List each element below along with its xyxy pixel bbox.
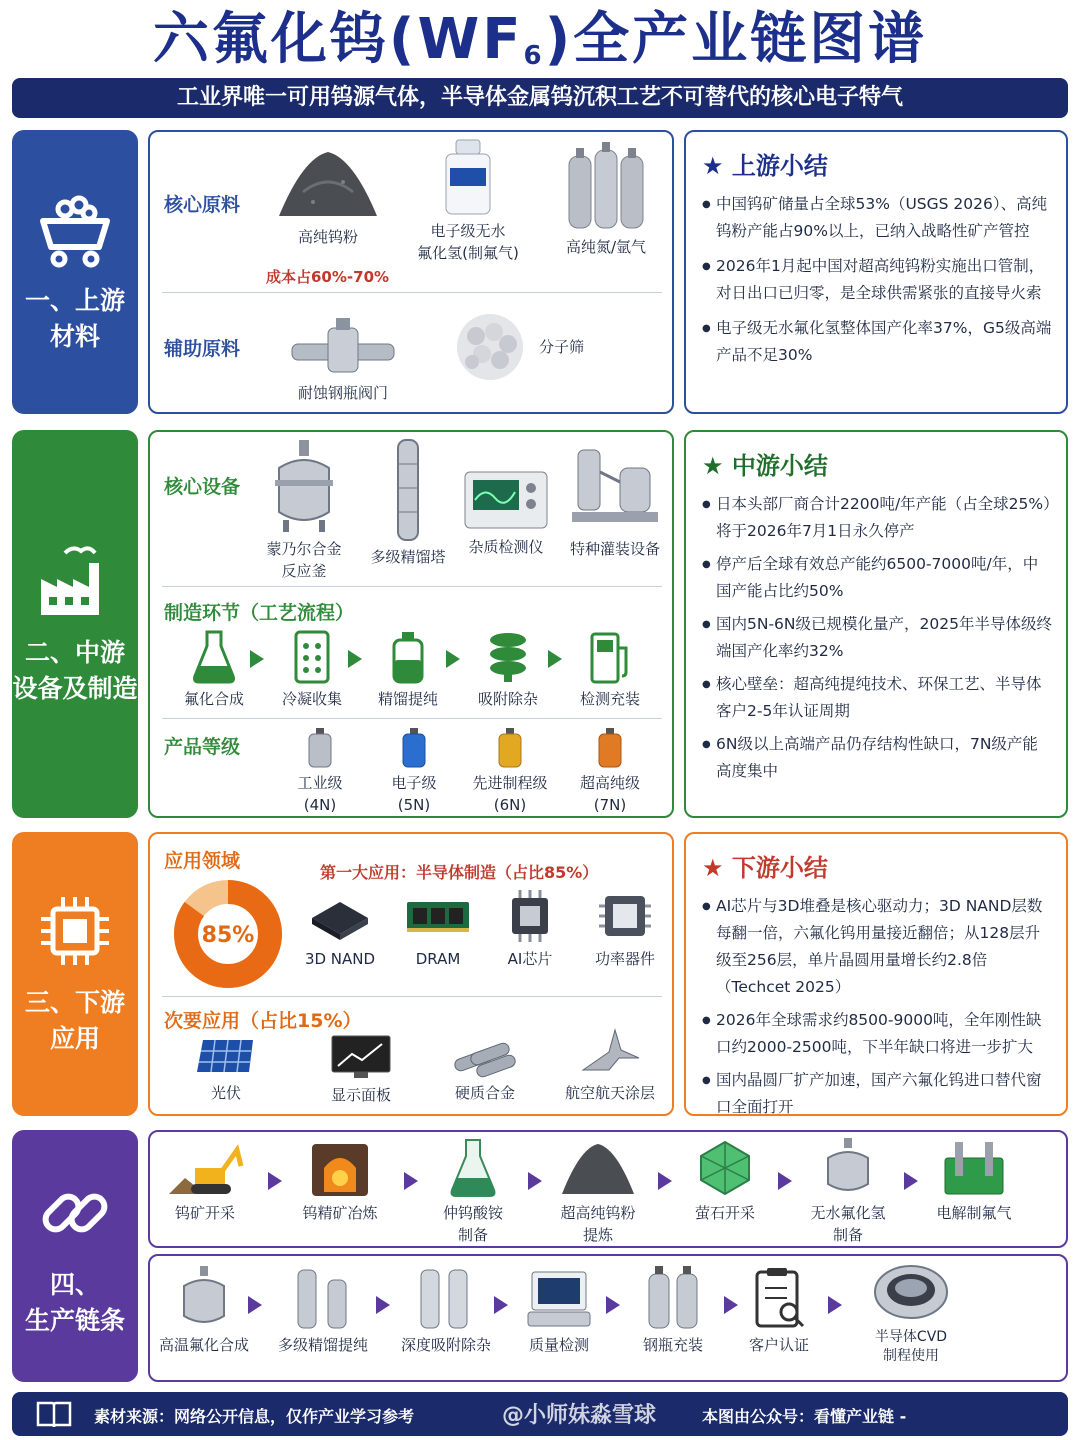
item-caption: 3D NAND [304,950,376,968]
chain-step [394,1266,498,1356]
item-caption: 多级精馏塔 [370,548,446,566]
item-caption: 分子筛 [539,338,585,356]
item-caption: 多级精馏提纯 [277,1336,368,1354]
summary-item: ● 6N级以上高端产品仍存结构性缺口，7N级产能高度集中 [702,731,1052,785]
bottle-icon [390,630,426,684]
arrow-right-icon [658,1172,672,1190]
item-caption: 钨矿开采 [174,1204,235,1222]
item-caption: 杂质检测仪 [468,538,544,556]
aux-materials-head: 辅助原料 [164,338,241,360]
reactor-item [258,438,350,582]
item-caption: 蒙乃尔合金 反应釜 [266,540,342,580]
chain-step [734,1266,824,1356]
item-caption: 硬质合金 [454,1084,515,1102]
chain-row-1 [148,1130,1068,1248]
dram-module-icon [403,888,473,944]
item-caption: 电子级 (5N) [391,774,437,814]
chain-step [428,1138,518,1246]
arrow-right-icon [376,1296,390,1314]
arrow-right-icon [446,650,460,668]
app-dram [398,888,478,970]
summary-item: ● AI芯片与3D堆叠是核心驱动力；3D NAND层数每翻一倍，六氟化钨用量接近翻倍；从128层升级至256层，单片晶圆用量增长约2.8倍（Techcet 2025） [702,893,1052,1001]
summary-title: ★ 上游小结 [702,152,828,180]
chain-step [796,1138,900,1246]
page-title: 六氟化钨$(WF_6)$全产业链图谱 [152,7,928,72]
book-icon [34,1399,74,1429]
item-caption: 超高纯级 (7N) [579,774,640,814]
arrow-right-icon [248,1296,262,1314]
cylinder-pair-icon [641,1266,705,1330]
item-caption: DRAM [415,950,461,968]
item-caption: 电解制氟气 [936,1204,1012,1222]
item-caption: 钨精矿冶炼 [302,1204,378,1222]
distillation-tower-item [358,438,458,568]
arrow-right-icon [250,650,264,668]
item-caption: 特种灌装设备 [569,540,660,558]
footer-source: 素材来源：网络公开信息，仅作产业学习参考 [94,1407,415,1426]
section-divider [162,586,662,587]
app-hard-alloy [440,1036,530,1104]
beaker-icon [448,1138,498,1198]
reactor-icon [269,438,339,534]
arrow-right-icon [494,1296,508,1314]
app-display [316,1034,406,1106]
clipboard-check-icon [751,1266,807,1330]
grade-electronic [374,728,454,816]
summary-list [702,491,1052,785]
sieve-item [442,312,592,382]
midstream-label-text: 二、中游 设备及制造 [12,638,138,703]
item-caption: 冷凝收集 [281,690,342,708]
summary-item: ● 2026年1月起中国对超高纯钨粉实施出口管制，对日出口已归零，是全球供需紧张的直接导火索 [702,253,1052,307]
chain-link-icon [35,1173,115,1253]
item-caption: 仲钨酸铵 制备 [442,1204,503,1244]
hf-bottle-item [398,138,538,264]
chain-step [628,1266,718,1356]
item-caption: 超高纯钨粉 提炼 [560,1204,636,1244]
chain-step [680,1138,770,1224]
cylinder-gold-icon [497,728,523,768]
process-step-distillation [368,630,448,710]
minor-application-head: 次要应用（占比15%） [164,1010,362,1032]
adsorption-towers-icon [411,1266,481,1330]
donut-label: 85% [201,923,255,948]
grade-ultra [570,728,650,816]
process-step-testing [570,630,650,710]
footer-bar [12,1392,1068,1436]
gas-cylinder-item [546,142,666,258]
powder-pile-icon [273,142,383,222]
process-step-adsorption [468,630,548,710]
summary-list [702,893,1052,1121]
arrow-right-icon [778,1172,792,1190]
nand-chip-icon [308,888,372,944]
item-caption: 氟化合成 [183,690,244,708]
process-head: 制造环节（工艺流程） [164,602,355,624]
alloy-rods-icon [450,1036,520,1078]
chain-step [548,1138,648,1246]
monitor-icon [330,1034,392,1080]
arrow-right-icon [348,650,362,668]
summary-item: ● 日本头部厂商合计2200吨/年产能（占全球25%）将于2026年7月1日永久停产 [702,491,1052,545]
item-caption: 工业级 (4N) [297,774,343,814]
filling-equipment-icon [570,442,660,534]
item-caption: 航空航天涂层 [564,1084,655,1102]
item-caption: 萤石开采 [694,1204,755,1222]
electrolysis-icon [939,1138,1009,1198]
distillation-columns-icon [288,1266,358,1330]
item-caption: 光伏 [210,1084,241,1102]
item-caption: 质量检测 [528,1336,589,1354]
item-caption: 高纯氮/氩气 [565,238,647,256]
chain-step [152,1266,256,1356]
upstream-summary [684,130,1068,414]
item-caption: 半导体CVD 制程使用 [874,1329,948,1364]
summary-item: ● 电子级无水氟化氢整体国产化率37%，G5级高端产品不足30% [702,315,1052,369]
chain-step [160,1138,250,1224]
item-caption: 精馏提纯 [377,690,438,708]
gas-cylinders-icon [561,142,651,232]
cylinder-gray-icon [307,728,333,768]
arrow-right-icon [904,1172,918,1190]
solar-panel-icon [193,1036,259,1078]
chip-icon [35,891,115,971]
distillation-tower-icon [386,438,430,542]
ai-chip-icon [502,888,558,944]
chain-step [268,1266,378,1356]
valve-icon [288,318,398,378]
wafer-chamber-icon [871,1260,951,1324]
impurity-analyzer-item [456,462,556,558]
valve-item [268,318,418,404]
arrow-right-icon [404,1172,418,1190]
arrow-right-icon [606,1296,620,1314]
item-caption: 电子级无水 氟化氢(制氟气) [417,222,519,262]
upstream-label-text: 一、上游 材料 [24,286,125,351]
item-caption: 检测充装 [579,690,640,708]
summary-list [702,191,1052,369]
downstream-panel [148,832,674,1116]
gas-pump-icon [588,630,632,684]
item-caption: 显示面板 [330,1086,391,1104]
reactor-icon [176,1266,232,1330]
item-caption: AI芯片 [507,950,553,968]
summary-item: ● 国内晶圆厂扩产加速，国产六氟化钨进口替代窗口全面打开 [702,1067,1052,1121]
midstream-label [12,430,138,818]
footer-watermark: @小师妹淼雪球 [502,1403,657,1428]
downstream-label-text: 三、下游 应用 [24,988,125,1053]
fluorite-crystal-icon [693,1138,757,1198]
item-caption: 无水氟化氢 制备 [810,1204,886,1244]
lab-monitor-icon [524,1266,594,1330]
summary-item: ● 停产后全球有效总产能约6500-7000吨/年，中国产能占比约50% [702,551,1052,605]
chain-step [290,1138,390,1224]
item-caption: 耐蚀钢瓶阀门 [297,384,388,402]
donut-chart [172,878,284,990]
main-application-title: 第一大应用：半导体制造（占比85%） [320,863,599,882]
cylinder-orange-icon [597,728,623,768]
item-caption: 高纯钨粉 [297,228,358,246]
chain-row-2 [148,1254,1068,1382]
downstream-summary [684,832,1068,1116]
item-caption: 吸附除杂 [477,690,538,708]
upstream-panel [148,130,674,414]
app-aerospace-coating [550,1022,670,1104]
chain-step [514,1266,604,1356]
midstream-panel [148,430,674,818]
chain-step [924,1138,1024,1224]
excavator-icon [165,1138,245,1198]
arrow-right-icon [548,650,562,668]
arrow-right-icon [528,1172,542,1190]
application-head: 应用领域 [164,850,241,872]
flask-icon [191,630,237,684]
section-divider [162,718,662,719]
cost-note: 成本占60%-70% [266,268,390,286]
summary-item: ● 2026年全球需求约8500-9000吨，全年刚性缺口约2000-2500吨，下半年缺口将进一步扩大 [702,1007,1052,1061]
molecular-sieve-icon [450,312,530,382]
process-step-condensation [272,630,352,710]
summary-item: ● 核心壁垒：超高纯提纯技术、环保工艺、半导体客户2-5年认证周期 [702,671,1052,725]
analyzer-icon [461,462,551,532]
chain-label-text: 四、 生产链条 [24,1270,125,1335]
summary-title: ★ 下游小结 [702,854,828,882]
item-caption: 高温氟化合成 [158,1336,249,1354]
arrow-right-icon [828,1296,842,1314]
jet-icon [575,1022,645,1078]
app-power-device [580,888,670,970]
summary-item: ● 国内5N-6N级已规模化量产，2025年半导体级终端国产化率约32% [702,611,1052,665]
chain-step [856,1260,966,1366]
condenser-icon [292,630,332,684]
item-caption: 客户认证 [748,1336,809,1354]
section-divider [162,996,662,997]
furnace-icon [308,1138,372,1198]
grade-advanced [460,728,560,816]
process-step-fluorination [174,630,254,710]
item-caption: 钢瓶充装 [642,1336,703,1354]
mine-cart-icon [35,189,115,269]
summary-title: ★ 中游小结 [702,452,828,480]
app-ai-chip [490,888,570,970]
app-3dnand [300,888,380,970]
midstream-summary [684,430,1068,818]
core-equipment-head: 核心设备 [164,476,241,498]
core-materials-head: 核心原料 [164,194,241,216]
factory-icon [35,541,115,621]
item-caption: 深度吸附除杂 [400,1336,491,1354]
app-photovoltaic [186,1036,266,1104]
arrow-right-icon [724,1296,738,1314]
summary-item: ● 中国钨矿储量占全球53%（USGS 2026）、高纯钨粉产能占90%以上，已纳入战略性矿产管控 [702,191,1052,245]
chain-label [12,1130,138,1382]
adsorber-icon [486,630,530,684]
cylinder-blue-icon [401,728,427,768]
powder-pile-icon [558,1138,638,1198]
grade-head: 产品等级 [164,736,241,758]
page-subtitle: 工业界唯一可用钨源气体，半导体金属钨沉积工艺不可替代的核心电子特气 [12,78,1068,118]
item-caption: 先进制程级 (6N) [472,774,548,814]
grade-industrial [280,728,360,816]
power-device-icon [597,888,653,944]
tungsten-powder-item [268,142,388,248]
upstream-label [12,130,138,414]
downstream-label [12,832,138,1116]
reagent-bottle-icon [438,138,498,216]
section-divider [162,292,662,293]
filling-equipment-item [560,442,670,560]
arrow-right-icon [268,1172,282,1190]
reactor-icon [820,1138,876,1198]
item-caption: 功率器件 [594,950,655,968]
footer-credit: 本图由公众号：看懂产业链 - [702,1407,907,1426]
